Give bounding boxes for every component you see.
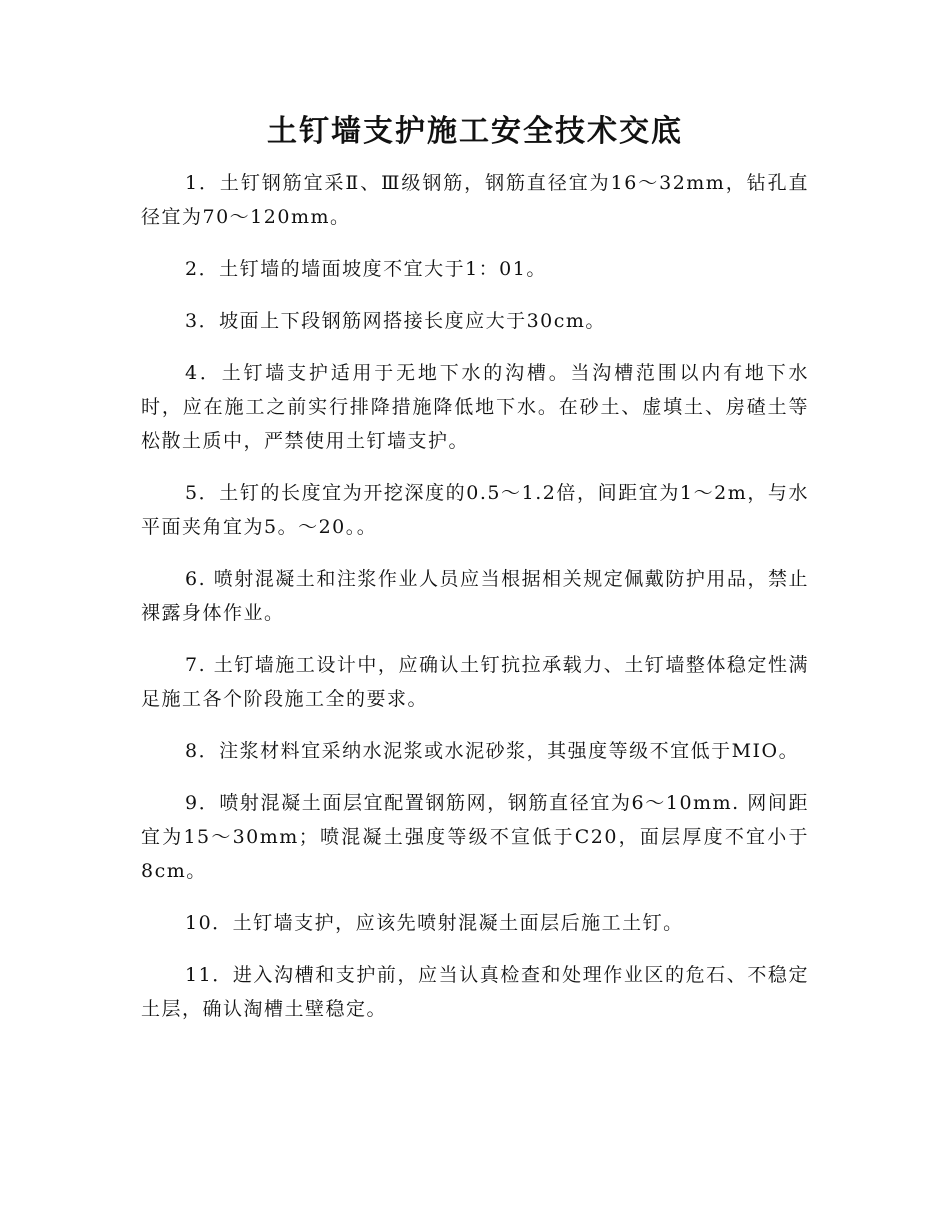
paragraph-3: 3．坡面上下段钢筋网搭接长度应大于30cm。: [185, 310, 606, 332]
paragraph-8: 8．注浆材料宜采纳水泥浆或水泥砂浆，其强度等级不宜低于MIO。: [185, 740, 800, 762]
paragraph-4: 4．土钉墙支护适用于无地下水的沟槽。当沟槽范围以内有地下水时，应在施工之前实行排降措施降低地下水。在砂土、虚填土、房碴土等松散土质中，严禁使用土钉墙支护。: [141, 362, 809, 452]
paragraph-2: 2．土钉墙的墙面坡度不宜大于1：01。: [185, 258, 547, 280]
paragraph-11: 11．进入沟槽和支护前，应当认真检查和处理作业区的危石、不稳定土层，确认淘槽土壁稳定。: [141, 964, 809, 1020]
document-body: [141, 166, 809, 1044]
paragraph-5: 5．土钉的长度宜为开挖深度的0.5～1.2倍，间距宜为1～2m，与水平面夹角宜为5。～20。。: [141, 482, 809, 538]
paragraph-6: 6. 喷射混凝土和注浆作业人员应当根据相关规定佩戴防护用品，禁止裸露身体作业。: [141, 568, 809, 624]
paragraph-7: 7. 土钉墙施工设计中，应确认土钉抗拉承载力、土钉墙整体稳定性满足施工各个阶段施工全的要求。: [141, 654, 809, 710]
paragraph-10: 10．土钉墙支护，应该先喷射混凝土面层后施工土钉。: [185, 912, 684, 934]
paragraph-9: 9．喷射混凝土面层宜配置钢筋网，钢筋直径宜为6～10mm. 网间距宜为15～30mm；喷混凝土强度等级不宣低于C20，面层厚度不宜小于8cm。: [141, 792, 809, 882]
paragraph-1: 1．土钉钢筋宜采Ⅱ、Ⅲ级钢筋，钢筋直径宜为16～32mm，钻孔直径宜为70～120mm。: [141, 172, 809, 228]
document-title: 土钉墙支护施工安全技术交底: [267, 114, 683, 149]
